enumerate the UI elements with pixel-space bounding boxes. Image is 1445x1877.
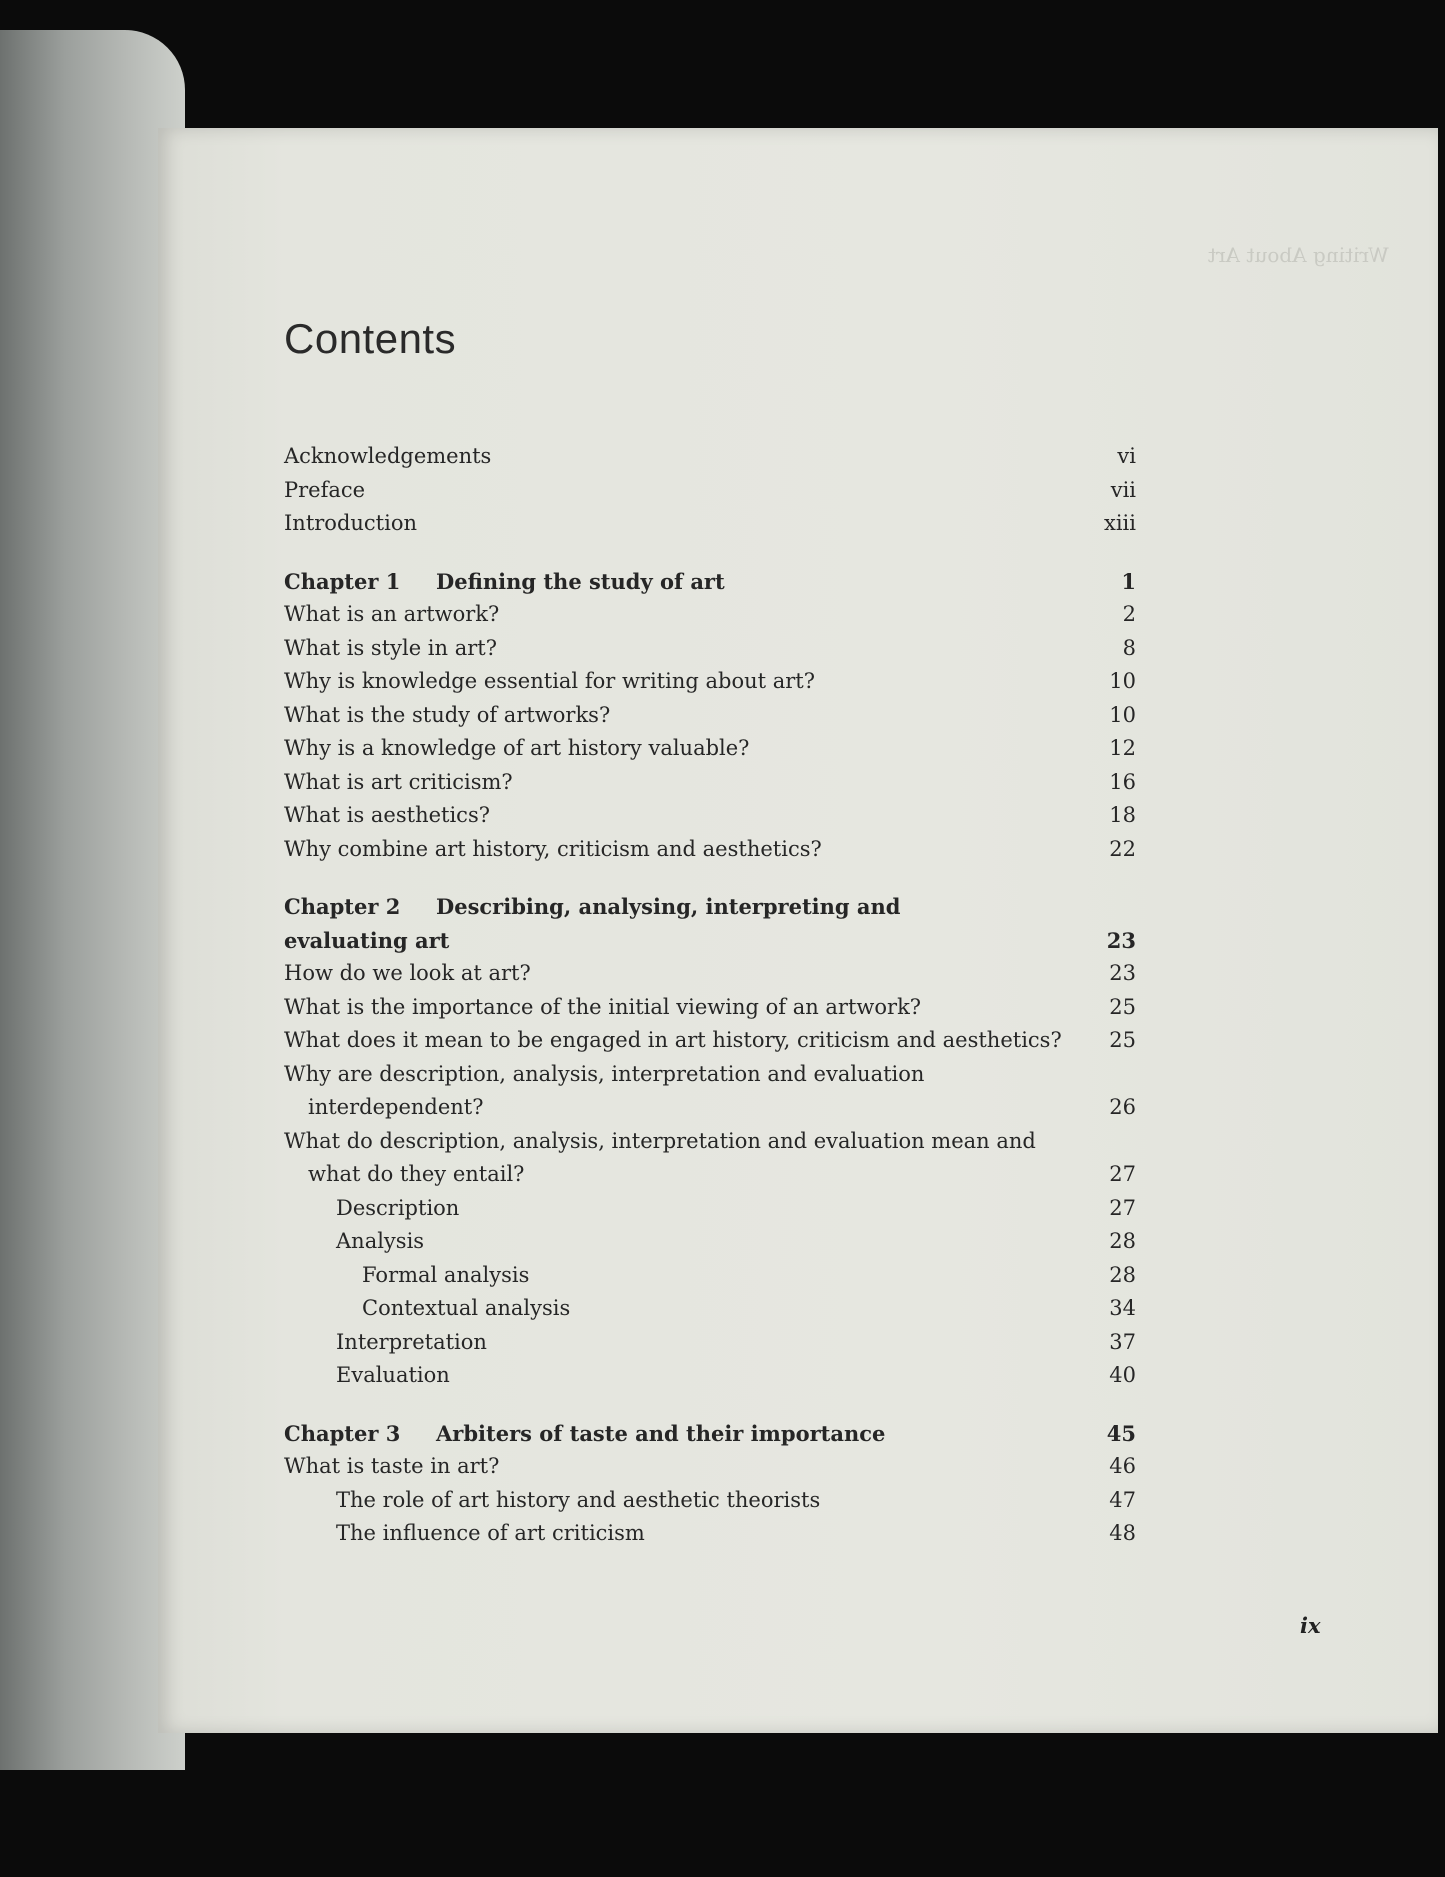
toc-label: What is the study of artworks? xyxy=(284,702,611,727)
toc-page: 25 xyxy=(1109,994,1136,1019)
toc-subrow[interactable] xyxy=(284,1192,1136,1226)
toc-page: 10 xyxy=(1109,702,1136,727)
toc-label: Contextual analysis xyxy=(362,1296,571,1320)
toc-label: Introduction xyxy=(284,511,417,535)
toc-page: 2 xyxy=(1122,602,1136,626)
toc-row[interactable] xyxy=(284,957,1136,991)
toc-subrow[interactable] xyxy=(284,1517,1136,1551)
toc-label: What is art criticism? xyxy=(284,769,513,794)
toc-label: Interpretation xyxy=(336,1329,487,1354)
toc-label: The role of art history and aesthetic theorists xyxy=(336,1487,821,1512)
toc-page: vii xyxy=(1110,477,1136,502)
toc-row[interactable] xyxy=(284,598,1136,632)
toc-label: Evaluation xyxy=(336,1363,450,1387)
toc-page: 23 xyxy=(1106,927,1136,953)
toc-page: 47 xyxy=(1109,1487,1136,1512)
toc-page: 10 xyxy=(1109,669,1136,693)
chapter-number: Chapter 1 xyxy=(284,568,401,594)
chapter-2-heading-continued[interactable] xyxy=(284,924,1136,958)
toc-page: 28 xyxy=(1109,1262,1136,1287)
toc-label: What is an artwork? xyxy=(284,602,500,626)
toc-row[interactable] xyxy=(284,799,1136,833)
page-number: ix xyxy=(1300,1613,1321,1638)
toc-page: 45 xyxy=(1106,1420,1136,1446)
toc-label: Formal analysis xyxy=(362,1262,530,1287)
toc-subrow[interactable] xyxy=(284,1225,1136,1259)
toc-label: Acknowledgements xyxy=(284,444,492,468)
toc-page: 28 xyxy=(1109,1229,1136,1253)
toc-label: What do description, analysis, interpretation and evaluation mean and xyxy=(284,1128,1036,1153)
toc-page: 12 xyxy=(1109,736,1136,760)
toc-label: Analysis xyxy=(336,1229,425,1253)
toc-row-continued[interactable] xyxy=(284,1158,1136,1192)
toc-row[interactable] xyxy=(284,1450,1136,1484)
toc-label: The influence of art criticism xyxy=(336,1521,645,1545)
table-of-contents xyxy=(284,440,1136,1551)
toc-page: xiii xyxy=(1104,511,1136,535)
toc-label: How do we look at art? xyxy=(284,961,531,985)
toc-page: 34 xyxy=(1109,1296,1136,1320)
toc-subrow[interactable] xyxy=(284,1359,1136,1393)
toc-page: 16 xyxy=(1109,769,1136,794)
toc-subrow[interactable] xyxy=(284,1484,1136,1518)
toc-label: What is taste in art? xyxy=(284,1454,500,1478)
chapter-1-heading[interactable] xyxy=(284,565,1136,599)
toc-label: Why are description, analysis, interpretation and evaluation xyxy=(284,1061,925,1086)
toc-subsubrow[interactable] xyxy=(284,1292,1136,1326)
toc-label: What is the importance of the initial viewing of an artwork? xyxy=(284,994,922,1019)
toc-row-preface[interactable] xyxy=(284,474,1136,508)
chapter-title: evaluating art xyxy=(284,927,450,953)
toc-page: 48 xyxy=(1109,1521,1136,1545)
toc-label: what do they entail? xyxy=(308,1162,525,1186)
toc-page: 27 xyxy=(1109,1195,1136,1220)
toc-label: Preface xyxy=(284,477,366,502)
toc-page: 25 xyxy=(1109,1028,1136,1052)
toc-row[interactable] xyxy=(284,732,1136,766)
toc-page: 22 xyxy=(1109,836,1136,861)
toc-page: 46 xyxy=(1109,1454,1136,1478)
toc-label: Why combine art history, criticism and aesthetics? xyxy=(284,836,822,861)
toc-row[interactable] xyxy=(284,699,1136,733)
page-title: Contents xyxy=(284,315,457,362)
toc-row[interactable] xyxy=(284,1024,1136,1058)
chapter-number: Chapter 3 xyxy=(284,1420,401,1446)
chapter-3-heading[interactable] xyxy=(284,1417,1136,1451)
toc-row-acknowledgements[interactable] xyxy=(284,440,1136,474)
toc-row[interactable] xyxy=(284,991,1136,1025)
toc-subsubrow[interactable] xyxy=(284,1259,1136,1293)
toc-label: What is aesthetics? xyxy=(284,803,490,827)
toc-page: 8 xyxy=(1122,635,1136,660)
toc-row[interactable] xyxy=(284,1058,1136,1092)
toc-page: 18 xyxy=(1109,803,1136,827)
toc-page: 40 xyxy=(1109,1363,1136,1387)
toc-label: What is style in art? xyxy=(284,635,497,660)
toc-label: Why is knowledge essential for writing about art? xyxy=(284,669,815,693)
show-through-text: Writing About Art xyxy=(1208,243,1389,267)
toc-page: 27 xyxy=(1109,1162,1136,1186)
toc-row[interactable] xyxy=(284,1125,1136,1159)
toc-label: What does it mean to be engaged in art history, criticism and aesthetics? xyxy=(284,1028,1062,1052)
toc-label: interdependent? xyxy=(308,1095,484,1119)
chapter-title: Describing, analysing, interpreting and xyxy=(436,894,901,919)
toc-page: 1 xyxy=(1121,568,1136,594)
toc-label: Description xyxy=(336,1195,460,1220)
chapter-title: Defining the study of art xyxy=(436,568,725,594)
toc-row-introduction[interactable] xyxy=(284,507,1136,541)
toc-row[interactable] xyxy=(284,632,1136,666)
toc-label: Why is a knowledge of art history valuable? xyxy=(284,736,750,760)
toc-row-continued[interactable] xyxy=(284,1091,1136,1125)
toc-row[interactable] xyxy=(284,766,1136,800)
toc-row[interactable] xyxy=(284,833,1136,867)
chapter-title: Arbiters of taste and their importance xyxy=(436,1420,886,1446)
chapter-2-heading[interactable] xyxy=(284,890,1136,924)
toc-subrow[interactable] xyxy=(284,1326,1136,1360)
toc-page: 26 xyxy=(1109,1095,1136,1119)
toc-page: 37 xyxy=(1109,1329,1136,1354)
chapter-number: Chapter 2 xyxy=(284,894,401,919)
toc-page: 23 xyxy=(1109,961,1136,985)
toc-page: vi xyxy=(1117,444,1136,468)
toc-row[interactable] xyxy=(284,665,1136,699)
